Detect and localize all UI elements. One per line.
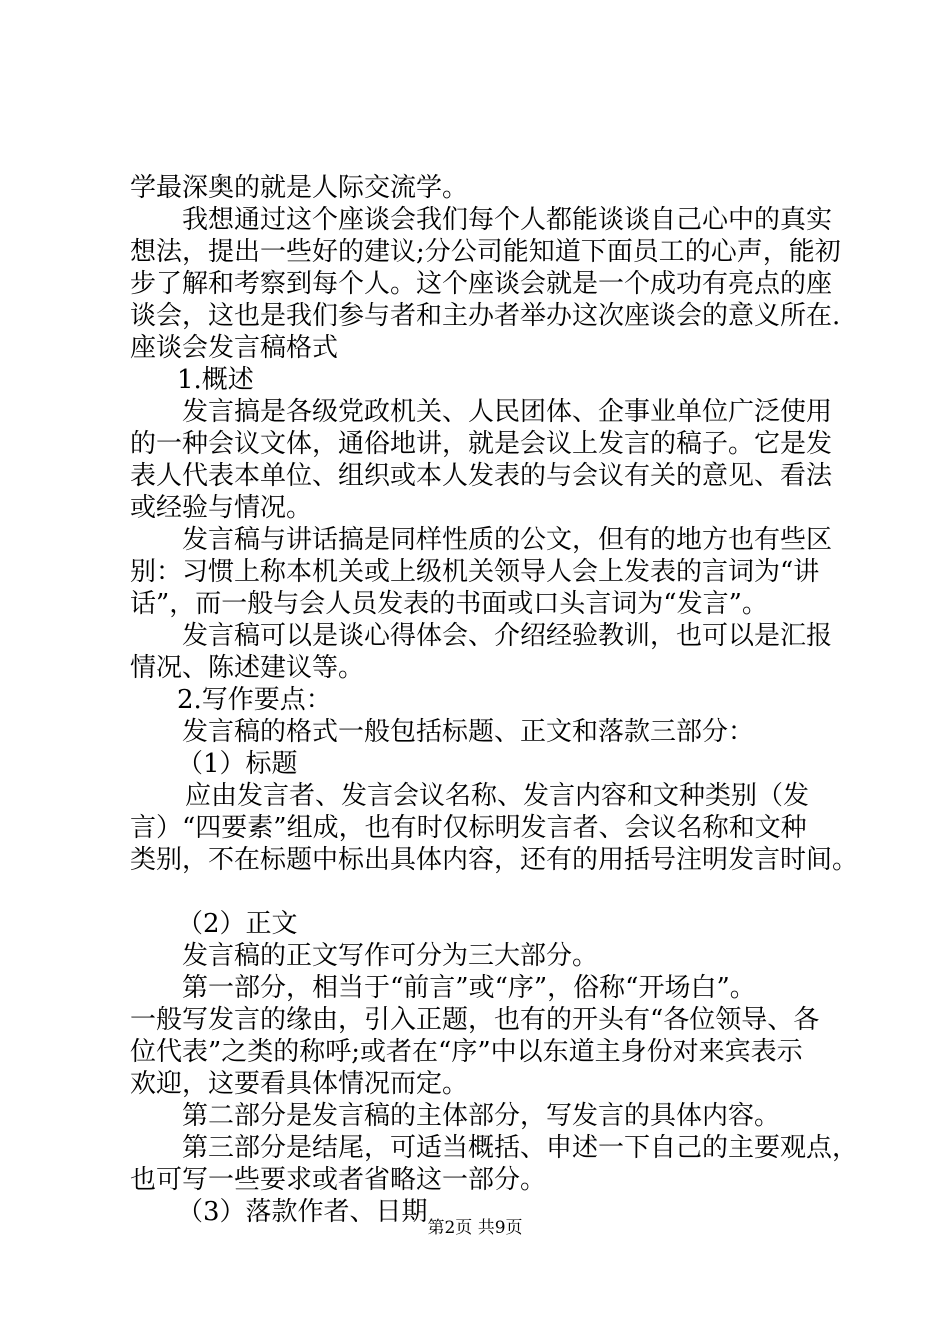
text-line: 学最深奥的就是人际交流学。 [130,173,469,203]
list-heading: （1）标题 [177,749,298,779]
text-line: 类别，不在标题中标出具体内容，还有的用括号注明发言时间。 [130,845,859,875]
text-line: 发言稿与讲话搞是同样性质的公文，但有的地方也有些区 [182,525,833,555]
text-line: 表人代表本单位、组织或本人发表的与会议有关的意见、看法 [130,461,833,491]
text-line: 情况、陈述建议等。 [130,653,365,683]
section-heading: 座谈会发言稿格式 [130,333,339,363]
text-line: 发言搞是各级党政机关、人民团体、企事业单位广泛使用 [182,397,833,427]
text-line: 第二部分是发言稿的主体部分，写发言的具体内容。 [182,1101,781,1131]
text-line: 言）“四要素”组成，也有时仅标明发言者、会议名称和文种 [130,813,807,843]
text-line: 话”，而一般与会人员发表的书面或口头言词为“发言”。 [130,589,768,619]
list-heading: （2）正文 [177,909,298,939]
text-line: 一般写发言的缘由，引入正题，也有的开头有“各位领导、各 [130,1005,820,1035]
text-line: 应由发言者、发言会议名称、发言内容和文种类别（发 [185,781,810,811]
text-line: 步了解和考察到每个人。这个座谈会就是一个成功有亮点的座 [130,269,833,299]
text-line: 我想通过这个座谈会我们每个人都能谈谈自己心中的真实 [182,205,833,235]
text-line: 也可写一些要求或者省略这一部分。 [130,1165,547,1195]
page-number-footer: 第2页 共9页 [427,1218,523,1238]
text-line: 发言稿的正文写作可分为三大部分。 [182,941,599,971]
text-line: 别：习惯上称本机关或上级机关领导人会上发表的言词为“讲 [130,557,820,587]
list-heading: （3）落款作者、日期 [177,1197,428,1227]
text-line: 发言稿的格式一般包括标题、正文和落款三部分： [182,717,755,747]
subsection-heading: 2.写作要点： [177,685,332,715]
text-line: 欢迎，这要看具体情况而定。 [130,1069,469,1099]
text-line: 发言稿可以是谈心得体会、介绍经验教训，也可以是汇报 [182,621,833,651]
text-line: 谈会，这也是我们参与者和主办者举办这次座谈会的意义所在. [130,301,841,331]
subsection-heading: 1.概述 [177,365,254,395]
text-line: 位代表”之类的称呼;或者在“序”中以东道主身份对来宾表示 [130,1037,803,1067]
text-line: 的一种会议文体，通俗地讲，就是会议上发言的稿子。它是发 [130,429,833,459]
text-line: 想法，提出一些好的建议;分公司能知道下面员工的心声，能初 [130,237,841,267]
text-line: 或经验与情况。 [130,493,313,523]
text-line: 第三部分是结尾，可适当概括、申述一下自己的主要观点， [182,1133,859,1163]
text-line: 第一部分，相当于“前言”或“序”，俗称“开场白”。 [182,973,756,1003]
